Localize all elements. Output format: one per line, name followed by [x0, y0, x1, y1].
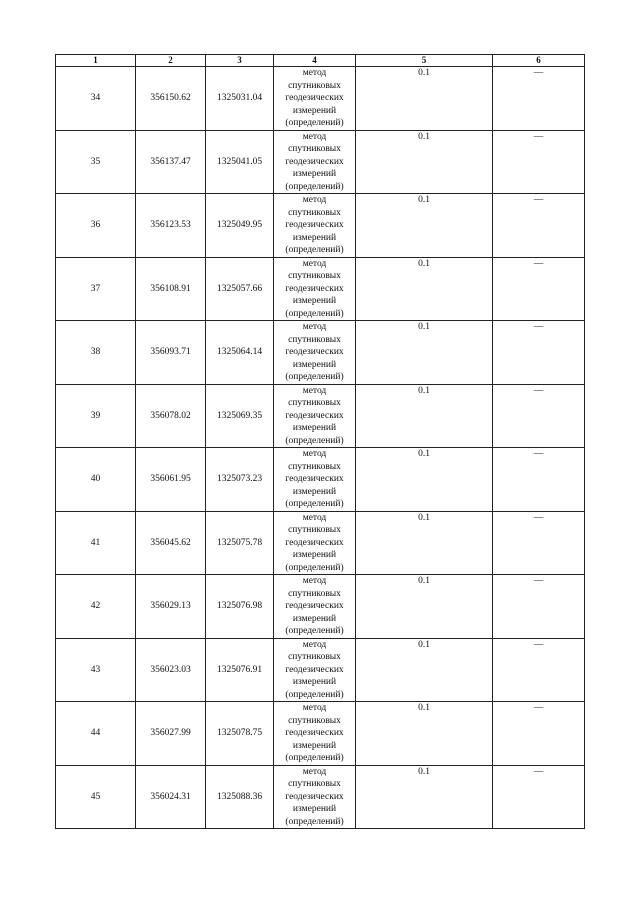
- accuracy-cell: 0.1: [356, 575, 493, 639]
- method-line: геодезических: [285, 156, 344, 167]
- x-coordinate-cell: 356061.95: [136, 448, 206, 512]
- point-number-cell: 37: [56, 257, 136, 321]
- method-line: спутниковых: [288, 398, 341, 408]
- method-line: (определений): [285, 118, 344, 128]
- dash-text: —: [533, 258, 544, 269]
- dash-text: —: [533, 576, 544, 586]
- method-line: геодезических: [285, 283, 344, 294]
- table-row: [56, 384, 585, 448]
- x-coordinate-cell: 356023.03: [136, 638, 206, 702]
- dash-text: —: [533, 68, 544, 78]
- description-cell: [493, 765, 585, 829]
- coordinates-table: [55, 54, 585, 829]
- method-line: спутниковых: [288, 715, 341, 726]
- description-cell: [493, 702, 585, 766]
- x-coordinate-cell: 356045.62: [136, 511, 206, 575]
- method-line: метод: [302, 512, 327, 523]
- method-line: (определений): [285, 372, 344, 382]
- point-number-cell: 44: [56, 702, 136, 766]
- description-cell: [493, 257, 585, 321]
- method-line: геодезических: [285, 601, 344, 611]
- method-line: метод: [302, 449, 327, 459]
- y-coordinate-cell: 1325073.23: [206, 448, 274, 512]
- method-line: измерений: [292, 613, 337, 624]
- table-row: [56, 448, 585, 512]
- x-coordinate-cell: 356027.99: [136, 702, 206, 766]
- dash-text: —: [533, 766, 544, 777]
- method-line: метод: [302, 195, 327, 205]
- table-row: [56, 575, 585, 639]
- table-row: [56, 130, 585, 194]
- method-line: геодезических: [285, 93, 344, 103]
- point-number-cell: 45: [56, 765, 136, 829]
- point-number-cell: 42: [56, 575, 136, 639]
- method-cell: [274, 448, 356, 512]
- x-coordinate-cell: 356137.47: [136, 130, 206, 194]
- method-line: метод: [302, 639, 327, 650]
- accuracy-cell: 0.1: [356, 638, 493, 702]
- x-coordinate-cell: 356093.71: [136, 321, 206, 385]
- method-line: измерений: [292, 232, 337, 243]
- accuracy-cell: 0.1: [356, 257, 493, 321]
- method-line: спутниковых: [288, 525, 341, 535]
- dash-text: —: [533, 512, 544, 523]
- accuracy-cell: 0.1: [356, 194, 493, 258]
- method-line: измерений: [292, 677, 337, 687]
- y-coordinate-cell: 1325064.14: [206, 321, 274, 385]
- header-row: [56, 55, 585, 67]
- description-cell: [493, 575, 585, 639]
- method-line: измерений: [292, 296, 337, 306]
- method-line: (определений): [285, 181, 344, 192]
- method-cell: [274, 384, 356, 448]
- method-line: измерений: [292, 550, 337, 560]
- method-line: (определений): [285, 689, 344, 700]
- method-line: (определений): [285, 245, 344, 255]
- description-cell: [493, 511, 585, 575]
- x-coordinate-cell: 356029.13: [136, 575, 206, 639]
- method-line: измерений: [292, 804, 337, 814]
- accuracy-cell: 0.1: [356, 67, 493, 131]
- column-header-4: 4: [274, 55, 356, 67]
- dash-text: —: [533, 449, 544, 459]
- column-header-2: 2: [136, 55, 206, 67]
- description-cell: [493, 321, 585, 385]
- method-line: метод: [302, 385, 327, 396]
- method-line: спутниковых: [288, 80, 341, 91]
- accuracy-cell: 0.1: [356, 511, 493, 575]
- x-coordinate-cell: 356123.53: [136, 194, 206, 258]
- method-line: (определений): [285, 499, 344, 509]
- method-line: метод: [302, 766, 327, 777]
- description-cell: [493, 130, 585, 194]
- table-body: [56, 67, 585, 829]
- method-line: геодезических: [285, 474, 344, 484]
- method-line: спутниковых: [288, 652, 341, 662]
- table-row: [56, 638, 585, 702]
- description-cell: [493, 448, 585, 512]
- y-coordinate-cell: 1325076.91: [206, 638, 274, 702]
- method-line: геодезических: [285, 537, 344, 548]
- dash-text: —: [533, 131, 544, 142]
- method-line: измерений: [292, 486, 337, 497]
- column-header-5: 5: [356, 55, 493, 67]
- table-row: [56, 257, 585, 321]
- method-line: (определений): [285, 562, 344, 573]
- method-cell: [274, 194, 356, 258]
- method-line: геодезических: [285, 664, 344, 675]
- method-line: метод: [302, 703, 327, 713]
- y-coordinate-cell: 1325041.05: [206, 130, 274, 194]
- table-header: [56, 55, 585, 67]
- column-header-3: 3: [206, 55, 274, 67]
- y-coordinate-cell: 1325078.75: [206, 702, 274, 766]
- method-line: (определений): [285, 308, 344, 319]
- accuracy-cell: 0.1: [356, 702, 493, 766]
- x-coordinate-cell: 356108.91: [136, 257, 206, 321]
- method-line: спутниковых: [288, 271, 341, 281]
- method-line: геодезических: [285, 220, 344, 230]
- y-coordinate-cell: 1325088.36: [206, 765, 274, 829]
- method-line: спутниковых: [288, 779, 341, 789]
- dash-text: —: [533, 703, 544, 713]
- point-number-cell: 39: [56, 384, 136, 448]
- description-cell: [493, 67, 585, 131]
- method-cell: [274, 511, 356, 575]
- point-number-cell: 34: [56, 67, 136, 131]
- method-line: спутниковых: [288, 144, 341, 154]
- table-row: [56, 702, 585, 766]
- method-line: геодезических: [285, 347, 344, 357]
- method-cell: [274, 575, 356, 639]
- description-cell: [493, 384, 585, 448]
- method-line: измерений: [292, 105, 337, 116]
- method-line: спутниковых: [288, 334, 341, 345]
- point-number-cell: 36: [56, 194, 136, 258]
- method-line: измерений: [292, 740, 337, 751]
- method-line: (определений): [285, 626, 344, 636]
- dash-text: —: [533, 322, 544, 332]
- point-number-cell: 35: [56, 130, 136, 194]
- method-line: спутниковых: [288, 588, 341, 599]
- y-coordinate-cell: 1325075.78: [206, 511, 274, 575]
- accuracy-cell: 0.1: [356, 321, 493, 385]
- method-line: метод: [302, 576, 327, 586]
- dash-text: —: [533, 639, 544, 650]
- accuracy-cell: 0.1: [356, 130, 493, 194]
- description-cell: [493, 638, 585, 702]
- method-line: геодезических: [285, 728, 344, 738]
- x-coordinate-cell: 356024.31: [136, 765, 206, 829]
- dash-text: —: [533, 385, 544, 396]
- method-cell: [274, 321, 356, 385]
- table-row: [56, 511, 585, 575]
- method-line: геодезических: [285, 410, 344, 421]
- method-cell: [274, 638, 356, 702]
- accuracy-cell: 0.1: [356, 384, 493, 448]
- method-line: измерений: [292, 359, 337, 370]
- point-number-cell: 43: [56, 638, 136, 702]
- accuracy-cell: 0.1: [356, 448, 493, 512]
- method-line: спутниковых: [288, 207, 341, 218]
- method-line: геодезических: [285, 791, 344, 802]
- method-cell: [274, 257, 356, 321]
- accuracy-cell: 0.1: [356, 765, 493, 829]
- method-line: спутниковых: [288, 461, 341, 472]
- table-row: [56, 765, 585, 829]
- column-header-1: 1: [56, 55, 136, 67]
- point-number-cell: 38: [56, 321, 136, 385]
- method-line: (определений): [285, 816, 344, 827]
- method-line: (определений): [285, 753, 344, 763]
- x-coordinate-cell: 356150.62: [136, 67, 206, 131]
- x-coordinate-cell: 356078.02: [136, 384, 206, 448]
- description-cell: [493, 194, 585, 258]
- method-line: измерений: [292, 423, 337, 433]
- method-line: измерений: [292, 169, 337, 179]
- method-cell: [274, 765, 356, 829]
- method-line: метод: [302, 68, 327, 78]
- y-coordinate-cell: 1325031.04: [206, 67, 274, 131]
- method-cell: [274, 702, 356, 766]
- method-line: метод: [302, 258, 327, 269]
- method-line: (определений): [285, 435, 344, 446]
- dash-text: —: [533, 195, 544, 205]
- method-cell: [274, 130, 356, 194]
- table-row: [56, 321, 585, 385]
- method-line: метод: [302, 131, 327, 142]
- y-coordinate-cell: 1325076.98: [206, 575, 274, 639]
- method-cell: [274, 67, 356, 131]
- column-header-6: 6: [493, 55, 585, 67]
- point-number-cell: 40: [56, 448, 136, 512]
- method-line: метод: [302, 322, 327, 332]
- y-coordinate-cell: 1325057.66: [206, 257, 274, 321]
- point-number-cell: 41: [56, 511, 136, 575]
- y-coordinate-cell: 1325049.95: [206, 194, 274, 258]
- table-row: [56, 194, 585, 258]
- table-row: [56, 67, 585, 131]
- y-coordinate-cell: 1325069.35: [206, 384, 274, 448]
